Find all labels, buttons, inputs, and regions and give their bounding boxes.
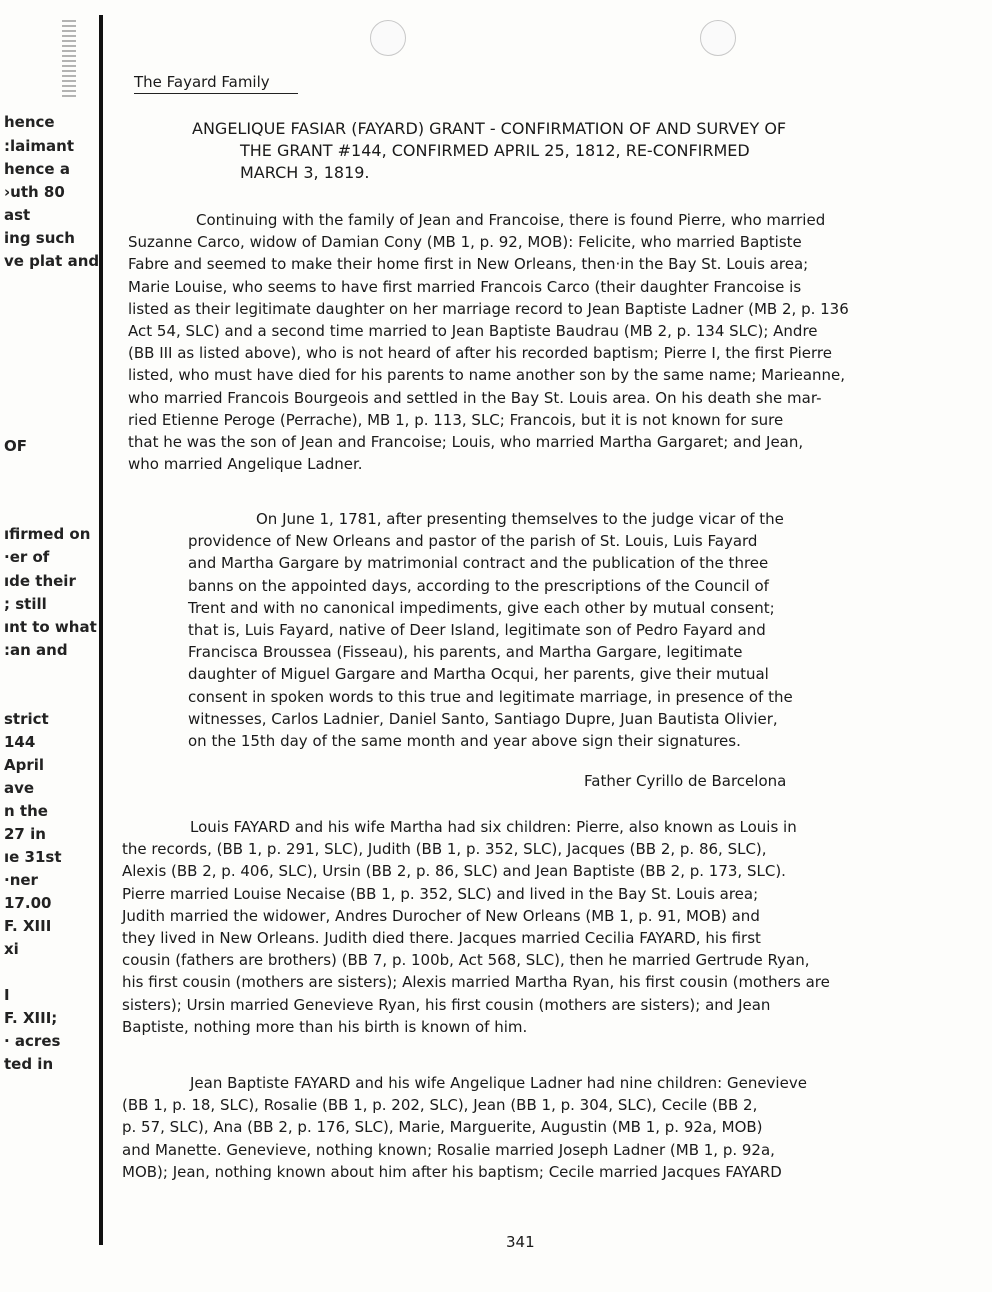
text-line: and Martha Gargare by matrimonial contract and the publication of the three	[188, 554, 769, 573]
text-line: Trent and with no canonical impediments, give each other by mutual consent;	[188, 598, 775, 617]
margin-fragment: F. XIII	[4, 917, 52, 935]
margin-fragment: ·er of	[4, 548, 50, 566]
text-line: On June 1, 1781, after presenting themselves to the judge vicar of the	[256, 510, 784, 528]
text-line: on the 15th day of the same month and year above sign their signatures.	[188, 732, 741, 751]
margin-fragment: F. XIII;	[4, 1009, 58, 1027]
title-line-1: ANGELIQUE FASIAR (FAYARD) GRANT - CONFIRMATION OF AND SURVEY OF	[192, 119, 787, 138]
text-line: Judith married the widower, Andres Durocher of New Orleans (MB 1, p. 91, MOB) and	[122, 906, 760, 925]
text-line: banns on the appointed days, according to the prescriptions of the Council of	[188, 576, 769, 595]
margin-fragment: n the	[4, 802, 48, 820]
margin-fragment: ve plat and	[4, 252, 100, 270]
text-line: who married Francois Bourgeois and settled in the Bay St. Louis area. On his death she mar-	[128, 388, 822, 407]
margin-fragment: 144	[4, 733, 36, 751]
binding-line	[99, 15, 103, 1245]
margin-fragment: ; still	[4, 595, 47, 613]
margin-fragment: ast	[4, 206, 31, 224]
text-line: (BB III as listed above), who is not heard of after his recorded baptism; Pierre I, the first Pierre	[128, 344, 832, 363]
page-number: 341	[506, 1233, 535, 1251]
punch-hole-left	[370, 20, 406, 56]
margin-fragment: ing such	[4, 229, 75, 247]
margin-fragment: :an and	[4, 641, 68, 659]
margin-fragment: ıfirmed on	[4, 525, 91, 543]
text-line: MOB); Jean, nothing known about him after his baptism; Cecile married Jacques FAYARD	[122, 1162, 782, 1181]
margin-fragment: ›uth 80	[4, 183, 65, 201]
text-line: that is, Luis Fayard, native of Deer Island, legitimate son of Pedro Fayard and	[188, 621, 766, 640]
text-line: Marie Louise, who seems to have first married Francois Carco (their daughter Francoise is	[128, 277, 802, 296]
text-line: Act 54, SLC) and a second time married to Jean Baptiste Baudrau (MB 2, p. 134 SLC); Andre	[128, 322, 818, 341]
margin-fragment: :laimant	[4, 137, 75, 155]
text-line: his first cousin (mothers are sisters); Alexis married Martha Ryan, his first cousin (mothers are	[122, 973, 830, 992]
left-margin-fragments	[0, 0, 100, 1292]
text-line: Alexis (BB 2, p. 406, SLC), Ursin (BB 2, p. 86, SLC) and Jean Baptiste (BB 2, p. 173, SLC).	[122, 862, 786, 881]
text-line: cousin (fathers are brothers) (BB 7, p. 100b, Act 568, SLC), then he married Gertrude Ryan,	[122, 951, 810, 970]
text-line: Pierre married Louise Necaise (BB 1, p. 352, SLC) and lived in the Bay St. Louis area;	[122, 884, 759, 903]
margin-fragment: 17.00	[4, 894, 52, 912]
paragraph-3	[122, 816, 958, 1038]
running-head: The Fayard Family	[134, 73, 298, 94]
text-line: p. 57, SLC), Ana (BB 2, p. 176, SLC), Marie, Marguerite, Augustin (MB 1, p. 92a, MOB)	[122, 1118, 763, 1137]
margin-fragment: 27 in	[4, 825, 46, 843]
margin-scuff	[62, 20, 76, 100]
title-line-2: THE GRANT #144, CONFIRMED APRIL 25, 1812, RE-CONFIRMED	[240, 141, 750, 160]
margin-fragment: hence	[4, 113, 55, 131]
signature: Father Cyrillo de Barcelona	[584, 772, 787, 790]
text-line: providence of New Orleans and pastor of the parish of St. Louis, Luis Fayard	[188, 532, 758, 551]
text-line: Suzanne Carco, widow of Damian Cony (MB 1, p. 92, MOB): Felicite, who married Baptiste	[128, 233, 802, 252]
text-line: witnesses, Carlos Ladnier, Daniel Santo, Santiago Dupre, Juan Bautista Olivier,	[188, 709, 778, 728]
paragraph-4	[122, 1072, 952, 1183]
margin-fragment: ıe 31st	[4, 848, 62, 866]
margin-fragment: OF	[4, 437, 27, 455]
margin-fragment: April	[4, 756, 45, 774]
title-line-3: MARCH 3, 1819.	[240, 163, 370, 182]
margin-fragment: ted in	[4, 1055, 54, 1073]
text-line: listed, who must have died for his parents to name another son by the same name; Marieanne,	[128, 366, 846, 385]
text-line: Francisca Broussea (Fisseau), his parents, and Martha Gargare, legitimate	[188, 643, 743, 662]
margin-fragment: hence a	[4, 160, 70, 178]
margin-fragment: · acres	[4, 1032, 61, 1050]
text-line: sisters); Ursin married Genevieve Ryan, his first cousin (mothers are sisters); and Jean	[122, 995, 771, 1014]
margin-fragment: ınt to what	[4, 618, 97, 636]
text-line: consent in spoken words to this true and legitimate marriage, in presence of the	[188, 687, 793, 706]
text-line: daughter of Miguel Gargare and Martha Ocqui, her parents, give their mutual	[188, 665, 769, 684]
text-line: they lived in New Orleans. Judith died there. Jacques married Cecilia FAYARD, his first	[122, 929, 761, 948]
text-line: Jean Baptiste FAYARD and his wife Angelique Ladner had nine children: Genevieve	[190, 1074, 807, 1092]
text-line: listed as their legitimate daughter on her marriage record to Jean Baptiste Ladner (MB 2, p. 136	[128, 299, 849, 318]
margin-fragment: ıde their	[4, 572, 76, 590]
margin-fragment: strict	[4, 710, 49, 728]
margin-fragment: I	[4, 986, 10, 1004]
text-line: (BB 1, p. 18, SLC), Rosalie (BB 1, p. 202, SLC), Jean (BB 1, p. 304, SLC), Cecile (BB 2,	[122, 1096, 758, 1115]
margin-fragment: ave	[4, 779, 35, 797]
text-line: Fabre and seemed to make their home first in New Orleans, then·in the Bay St. Louis area;	[128, 255, 809, 274]
text-line: Continuing with the family of Jean and Francoise, there is found Pierre, who married	[196, 211, 826, 229]
text-line: ried Etienne Peroge (Perrache), MB 1, p. 113, SLC; Francois, but it is not known for sure	[128, 410, 784, 429]
text-line: who married Angelique Ladner.	[128, 455, 363, 474]
text-line: the records, (BB 1, p. 291, SLC), Judith (BB 1, p. 352, SLC), Jacques (BB 2, p. 86, SLC),	[122, 840, 767, 859]
paragraph-1	[128, 209, 958, 475]
document-title	[192, 118, 932, 184]
margin-fragment: xi	[4, 940, 19, 958]
text-line: Louis FAYARD and his wife Martha had six children: Pierre, also known as Louis in	[190, 818, 797, 836]
punch-hole-right	[700, 20, 736, 56]
text-line: and Manette. Genevieve, nothing known; Rosalie married Joseph Ladner (MB 1, p. 92a,	[122, 1140, 775, 1159]
margin-fragment: ·ner	[4, 871, 38, 889]
text-line: that he was the son of Jean and Francoise; Louis, who married Martha Gargaret; and Jean,	[128, 433, 804, 452]
paragraph-2-marriage-record	[188, 508, 888, 752]
text-line: Baptiste, nothing more than his birth is known of him.	[122, 1017, 528, 1036]
